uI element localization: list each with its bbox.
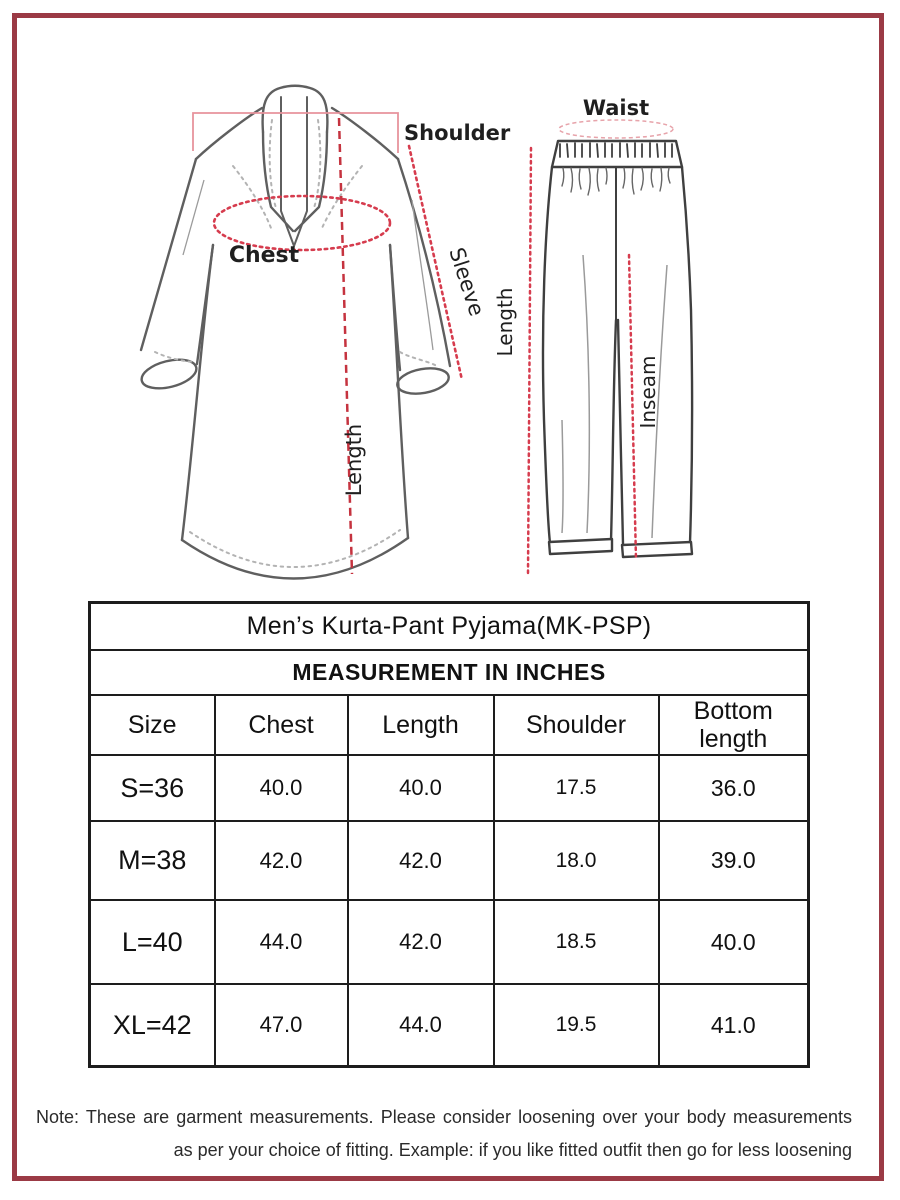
chest-cell: 44.0 xyxy=(215,900,348,984)
bottom-length-cell: 36.0 xyxy=(659,755,809,821)
length-cell: 44.0 xyxy=(348,984,494,1067)
pant-drawing xyxy=(543,141,692,557)
note-line-1: Note: These are garment measurements. Please consider loosening over your body measurements xyxy=(36,1107,852,1127)
pant-right-hem xyxy=(622,542,692,557)
kurta-hem xyxy=(182,538,408,579)
col-header-size: Size xyxy=(90,695,215,755)
col-header-chest: Chest xyxy=(215,695,348,755)
kurta-right-sleeve-outer xyxy=(398,159,450,366)
waist-label: Waist xyxy=(582,96,650,120)
table-row-m xyxy=(90,821,809,900)
size-chart-table xyxy=(88,601,810,1068)
kurta-left-side xyxy=(182,245,213,540)
bottom-length-cell: 40.0 xyxy=(659,900,809,984)
chest-label: Chest xyxy=(228,243,300,268)
kurta-dotted-seams xyxy=(155,120,437,567)
kurta-left-shoulder xyxy=(196,108,262,159)
sleeve-label: Sleeve xyxy=(444,244,489,320)
shoulder-label: Shoulder xyxy=(404,121,511,145)
table-row-l xyxy=(90,900,809,984)
kurta-right-cuff xyxy=(395,365,450,398)
shoulder-cell: 18.5 xyxy=(494,900,659,984)
pant-left-hem xyxy=(549,539,612,554)
pant-length-label: Length xyxy=(493,287,517,357)
kurta-placket-inner xyxy=(281,97,307,246)
size-cell: XL=42 xyxy=(90,984,215,1067)
kurta-placket-left-outer xyxy=(263,132,293,231)
size-cell: L=40 xyxy=(90,900,215,984)
bottom-length-cell: 39.0 xyxy=(659,821,809,900)
pant-waistband xyxy=(552,141,682,167)
kurta-collar-dome xyxy=(263,86,328,132)
length-cell: 42.0 xyxy=(348,821,494,900)
kurta-right-shoulder xyxy=(332,108,398,159)
kurta-left-sleeve-outer xyxy=(141,159,196,350)
shoulder-cell: 17.5 xyxy=(494,755,659,821)
chest-cell: 47.0 xyxy=(215,984,348,1067)
col-header-shoulder: Shoulder xyxy=(494,695,659,755)
note-line-2: as per your choice of fitting. Example: if you like fitted outfit then go for less loosening xyxy=(173,1140,852,1160)
pant-left-inner-seam xyxy=(611,320,616,541)
pant-right-outer-seam xyxy=(682,167,692,543)
table-row-xl xyxy=(90,984,809,1067)
kurta-left-cuff xyxy=(139,355,200,394)
inseam-measure-line xyxy=(629,255,636,560)
chest-cell: 42.0 xyxy=(215,821,348,900)
kurta-length-label: Length xyxy=(342,423,366,497)
shoulder-cell: 18.0 xyxy=(494,821,659,900)
table-title: Men’s Kurta-Pant Pyjama(MK-PSP) xyxy=(90,603,809,651)
kurta-placket-right-outer xyxy=(295,132,327,231)
bottom-length-cell: 41.0 xyxy=(659,984,809,1067)
inseam-label: Inseam xyxy=(636,355,660,429)
size-cell: S=36 xyxy=(90,755,215,821)
measurement-note xyxy=(36,1101,852,1167)
shoulder-cell: 19.5 xyxy=(494,984,659,1067)
kurta-drawing xyxy=(139,86,451,579)
table-row-s xyxy=(90,755,809,821)
waist-measure-ellipse xyxy=(559,120,673,138)
pant-right-inner-seam xyxy=(618,320,623,544)
table-subtitle: MEASUREMENT IN INCHES xyxy=(90,650,809,695)
kurta-length-measure-line xyxy=(339,118,352,574)
pant-length-measure-line xyxy=(528,148,531,573)
col-header-bottom-length: Bottom length xyxy=(659,695,809,755)
size-cell: M=38 xyxy=(90,821,215,900)
pant-left-outer-seam xyxy=(543,167,552,543)
length-cell: 42.0 xyxy=(348,900,494,984)
length-cell: 40.0 xyxy=(348,755,494,821)
chest-cell: 40.0 xyxy=(215,755,348,821)
col-header-length: Length xyxy=(348,695,494,755)
